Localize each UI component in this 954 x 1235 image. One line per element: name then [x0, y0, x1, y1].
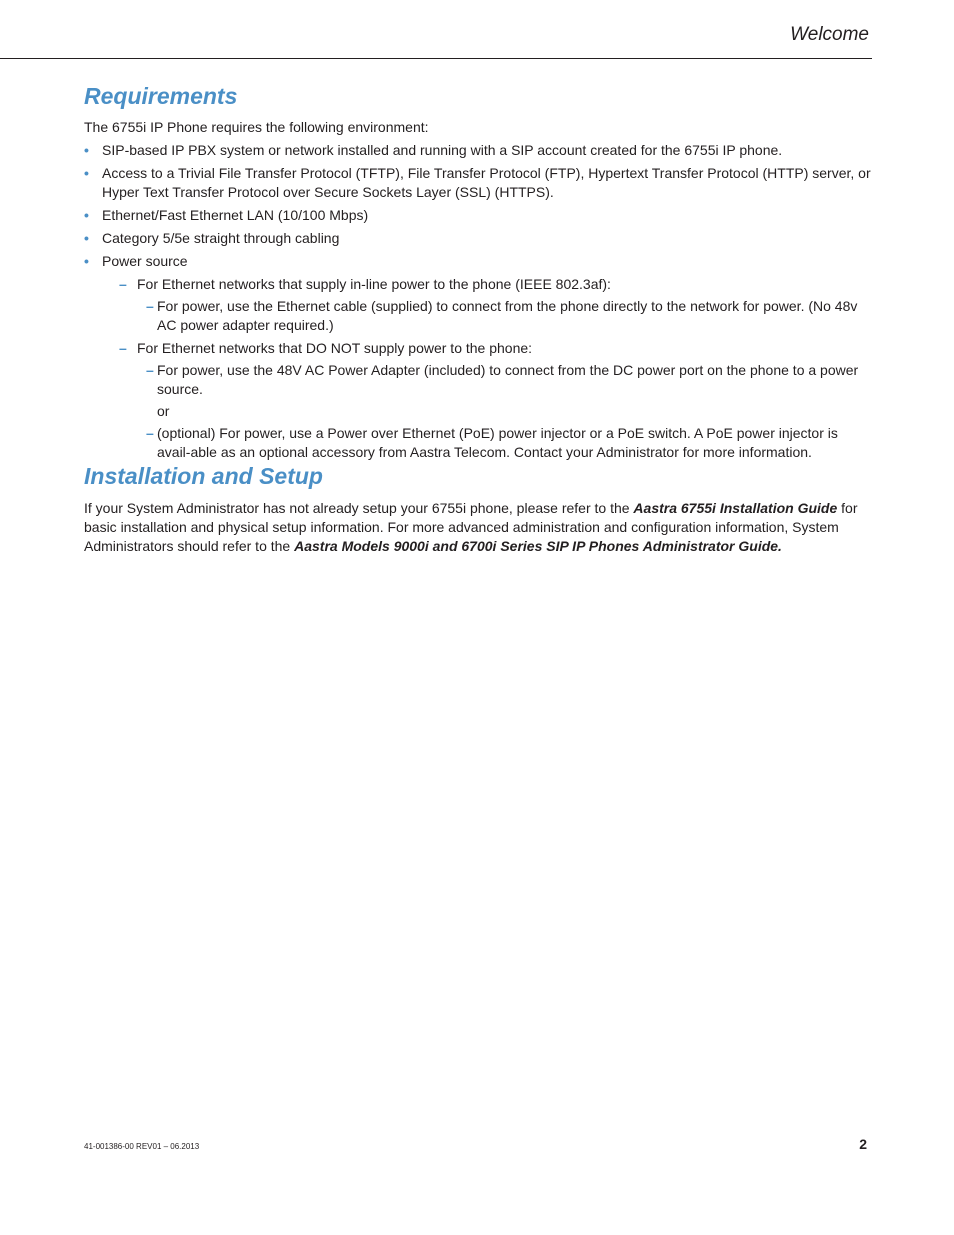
bullet-icon: • [84, 207, 89, 223]
page-number: 2 [859, 1136, 867, 1152]
list-item: • SIP-based IP PBX system or network installed and running with a SIP account created for the 6755i IP phone. [84, 142, 783, 158]
power-option-no-inline: – For Ethernet networks that DO NOT supply power to the phone: – For power, use the 48V AC Power Adapter (included) to connect from the DC power port on the phone to a power source. or – (optional) For power, use a Power over Ethernet (PoE) power injector or a PoE switch. A PoE power injector is avail-able as an optional accessory from Aastra Telecom. Contact your Administrator for more information. [102, 339, 872, 462]
bullet-icon: • [84, 165, 89, 181]
requirements-heading: Requirements [84, 83, 238, 109]
bullet-icon: • [84, 142, 89, 158]
dash-icon: – [146, 362, 154, 378]
list-item-power-source: • Power source – For Ethernet networks that supply in-line power to the phone (IEEE 802.3af): – For power, use the Ethernet cable (supplied) to connect from the phone directly to the network for power. (No 48v AC power adapter required.) – For Ethernet networks that DO NOT supply power to the phone: – For power, use the 48V AC Power Adapter (included) to connect from the DC power port on the phone to a power source. or – (optional) For power, use a Power over Ethernet (PoE) power injector or a PoE switch. A PoE power injector is avail-able as an optional accessory from Aastra Telecom. Contact your Administrator for more information. [84, 252, 872, 462]
installation-setup-heading: Installation and Setup [84, 463, 323, 489]
list-item: – For power, use the Ethernet cable (supplied) to connect from the phone directly to the network for power. (No 48v AC power adapter required.) [146, 298, 858, 333]
bullet-icon: • [84, 230, 89, 246]
list-item: – For power, use the 48V AC Power Adapter (included) to connect from the DC power port on the phone to a power source. [146, 362, 859, 397]
requirements-list [84, 141, 872, 462]
bullet-icon: • [84, 253, 89, 269]
power-option-inline: – For Ethernet networks that supply in-line power to the phone (IEEE 802.3af): – For power, use the Ethernet cable (supplied) to connect from the phone directly to the network for power. (No 48v AC power adapter required.) [102, 275, 872, 335]
list-item: – (optional) For power, use a Power over Ethernet (PoE) power injector or a PoE switch. A PoE power injector is avail-able as an optional accessory from Aastra Telecom. Contact your Administrator for more information. [146, 425, 838, 460]
no-inline-power-details [137, 361, 872, 399]
inline-power-details [137, 297, 872, 335]
running-header-title: Welcome [790, 24, 869, 45]
list-item: • Access to a Trivial File Transfer Protocol (TFTP), File Transfer Protocol (FTP), Hypertext Transfer Protocol (HTTP) server, or Hyper Text Transfer Protocol over Secure Sockets Layer (SSL) (HTTPS). [84, 165, 871, 200]
list-item: • Ethernet/Fast Ethernet LAN (10/100 Mbps) [84, 207, 369, 223]
header-divider [0, 58, 872, 59]
document-id: 41-001386-00 REV01 – 06.2013 [84, 1142, 200, 1151]
requirements-intro: The 6755i IP Phone requires the following environment: [84, 119, 429, 135]
no-inline-power-details-alt [137, 424, 872, 462]
list-item: • Category 5/5e straight through cabling [84, 230, 340, 246]
dash-icon: – [146, 298, 154, 314]
dash-icon: – [146, 425, 154, 441]
dash-icon: – [119, 276, 127, 292]
installation-setup-text: If your System Administrator has not already setup your 6755i phone, please refer to the Aastra 6755i Installation Guide for basic installation and physical setup information. For more advanced administration and configuration information, System Administrators should refer to the Aastra Models 9000i and 6700i Series SIP IP Phones Administrator Guide. [84, 500, 858, 554]
installation-guide-title: Aastra 6755i Installation Guide [633, 500, 838, 516]
power-source-options [102, 275, 872, 462]
page-content [84, 82, 872, 556]
or-separator: or [157, 403, 170, 419]
dash-icon: – [119, 340, 127, 356]
administrator-guide-title: Aastra Models 9000i and 6700i Series SIP IP Phones Administrator Guide. [294, 538, 782, 554]
